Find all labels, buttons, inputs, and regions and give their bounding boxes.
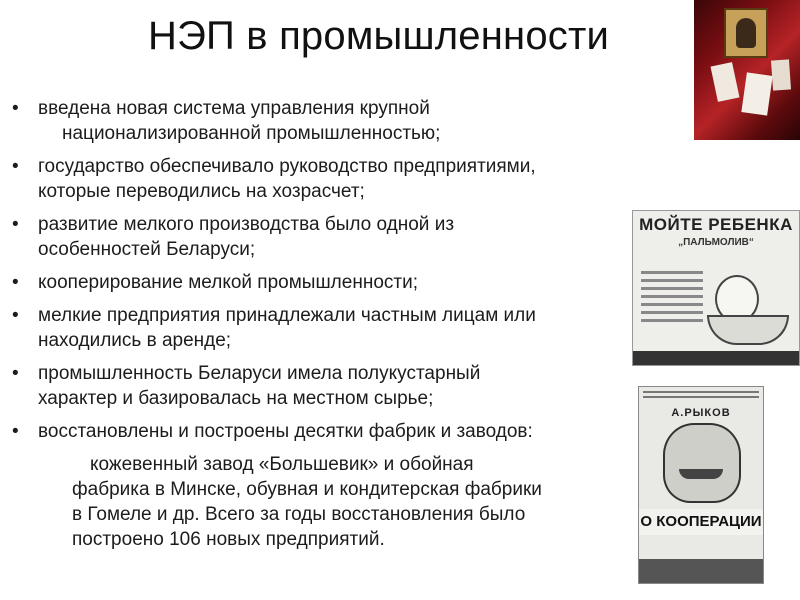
book-author: А.РЫКОВ <box>671 407 731 419</box>
list-item <box>0 419 630 444</box>
list-item <box>0 361 630 411</box>
bullet-icon: • <box>12 363 19 384</box>
bullet-text-line2: характер и базировалась на местном сырье; <box>38 388 434 409</box>
soap-advert-image <box>632 210 800 366</box>
bullet-icon: • <box>12 156 19 177</box>
bullet-text-line1: промышленность Беларуси имела полукустарный <box>38 363 481 384</box>
author-portrait <box>663 423 741 503</box>
book-cover-image <box>638 386 764 584</box>
bullet-text-line1: введена новая система управления крупной <box>38 98 430 119</box>
factories-paragraph <box>72 452 632 552</box>
list-item <box>0 303 630 353</box>
paragraph-line: фабрика в Минске, обувная и кондитерская фабрики <box>72 479 542 500</box>
bullet-text-line2: которые переводились на хозрасчет; <box>38 181 365 202</box>
bullet-icon: • <box>12 214 19 235</box>
advert-headline: МОЙТЕ РЕБЕНКА <box>639 215 793 234</box>
bullet-text-line2: национализированной промышленностью; <box>62 123 441 144</box>
paragraph-line: в Гомеле и др. Всего за годы восстановления было <box>72 504 526 525</box>
paragraph-line: построено 106 новых предприятий. <box>72 529 385 550</box>
list-item <box>0 154 630 204</box>
paragraph-line: кожевенный завод «Большевик» и обойная <box>90 454 474 475</box>
bullet-list <box>0 96 630 452</box>
advert-brand: „ПАЛЬМОЛИВ“ <box>678 237 754 248</box>
list-item <box>0 270 630 295</box>
bullet-text-line1: восстановлены и построены десятки фабрик и заводов: <box>38 421 533 442</box>
bullet-text-line1: развитие мелкого производства было одной из <box>38 214 455 235</box>
bullet-icon: • <box>12 98 19 119</box>
historical-photo-image <box>694 0 800 140</box>
bullet-text-line1: кооперирование мелкой промышленности; <box>38 272 418 293</box>
list-item <box>0 96 630 146</box>
bullet-text-line1: мелкие предприятия принадлежали частным лицам или <box>38 305 536 326</box>
bullet-icon: • <box>12 305 19 326</box>
list-item <box>0 212 630 262</box>
tub-illustration <box>707 315 789 345</box>
portrait-frame <box>724 8 768 58</box>
bullet-icon: • <box>12 272 19 293</box>
bullet-text-line2: находились в аренде; <box>38 330 232 351</box>
page-title: НЭП в промышленности <box>148 14 610 58</box>
bullet-icon: • <box>12 421 19 442</box>
bullet-text-line1: государство обеспечивало руководство предприятиями, <box>38 156 536 177</box>
book-title: О КООПЕРАЦИИ <box>639 509 763 535</box>
bullet-text-line2: особенностей Беларуси; <box>38 239 256 260</box>
